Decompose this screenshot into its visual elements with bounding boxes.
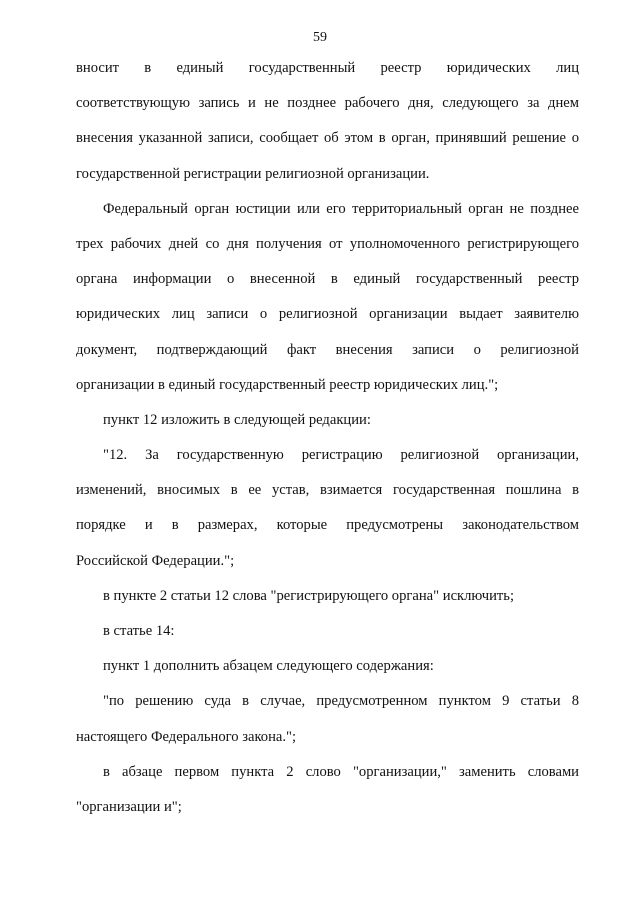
text-line: "12. За государственную регистрацию религиозной организации, — [103, 447, 579, 464]
text-line: "по решению суда в случае, предусмотренном пунктом 9 статьи 8 — [103, 693, 579, 710]
text-line: Федеральный орган юстиции или его территориальный орган не позднее — [103, 200, 579, 217]
text-line: соответствующую запись и не позднее рабочего дня, следующего за днем — [76, 95, 579, 112]
paragraph-4 — [76, 438, 579, 579]
text-line: Российской Федерации."; — [76, 552, 235, 569]
text-line: порядке и в размерах, которые предусмотрены законодательством — [76, 517, 579, 534]
text-line: настоящего Федерального закона."; — [76, 728, 297, 745]
text-line: внесения указанной записи, сообщает об этом в орган, принявший решение о — [76, 130, 579, 147]
paragraph-8 — [76, 684, 579, 754]
text-line: вносит в единый государственный реестр юридических лиц — [76, 60, 579, 76]
paragraph-3 — [76, 403, 579, 438]
text-line: в пункте 2 статьи 12 слова "регистрирующего органа" исключить; — [103, 587, 514, 604]
text-line: пункт 12 изложить в следующей редакции: — [103, 411, 371, 428]
text-line: организации в единый государственный реестр юридических лиц."; — [76, 376, 499, 393]
text-line: "организации и"; — [76, 798, 182, 815]
text-line: государственной регистрации религиозной организации. — [76, 165, 430, 182]
paragraph-1 — [76, 51, 579, 192]
text-line: трех рабочих дней со дня получения от уполномоченного регистрирующего — [76, 235, 579, 252]
paragraph-7 — [76, 649, 579, 684]
paragraph-6 — [76, 614, 579, 649]
paragraph-5 — [76, 579, 579, 614]
text-line: пункт 1 дополнить абзацем следующего содержания: — [103, 658, 434, 675]
document-body — [76, 51, 579, 825]
text-line: в абзаце первом пункта 2 слово "организации," заменить словами — [103, 763, 579, 780]
text-line: юридических лиц записи о религиозной организации выдает заявителю — [76, 306, 579, 323]
text-line: документ, подтверждающий факт внесения записи о религиозной — [76, 341, 579, 358]
paragraph-9 — [76, 755, 579, 825]
page-number: 59 — [313, 30, 327, 45]
text-line: органа информации о внесенной в единый государственный реестр — [76, 271, 579, 288]
paragraph-2 — [76, 192, 579, 403]
text-line: в статье 14: — [103, 623, 175, 639]
text-line: изменений, вносимых в ее устав, взимается государственная пошлина в — [76, 482, 579, 499]
